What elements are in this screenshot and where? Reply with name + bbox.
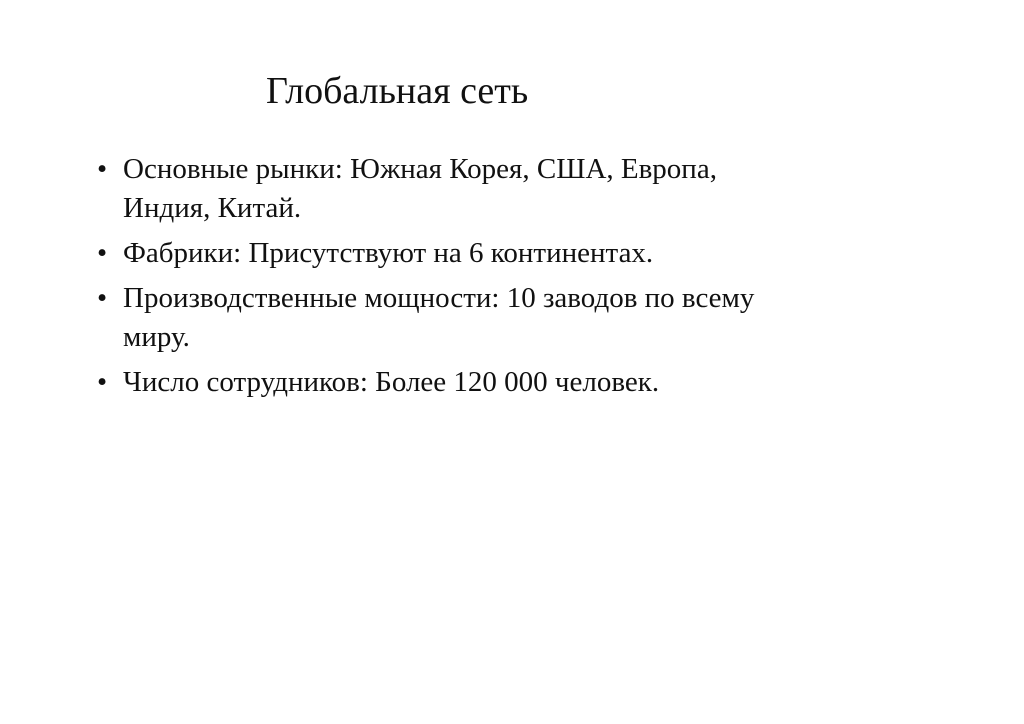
bullet-dot-icon: • [97,366,108,398]
bullet-item-markets [97,150,777,228]
bullet-text: Основные рынки: Южная Корея, США, Европа, Индия, Китай. [123,153,717,224]
bullet-item-capacity [97,279,777,357]
bullet-dot-icon: • [97,282,108,314]
bullet-text: Фабрики: Присутствуют на 6 континентах. [123,237,654,269]
bullet-item-factories [97,234,777,273]
slide-title: Глобальная сеть [266,70,529,112]
bullet-text: Число сотрудников: Более 120 000 человек. [123,366,660,398]
bullet-list [97,150,777,408]
bullet-text: Производственные мощности: 10 заводов по всему миру. [123,282,755,353]
bullet-item-employees [97,363,777,402]
bullet-dot-icon: • [97,153,108,185]
bullet-dot-icon: • [97,237,108,269]
